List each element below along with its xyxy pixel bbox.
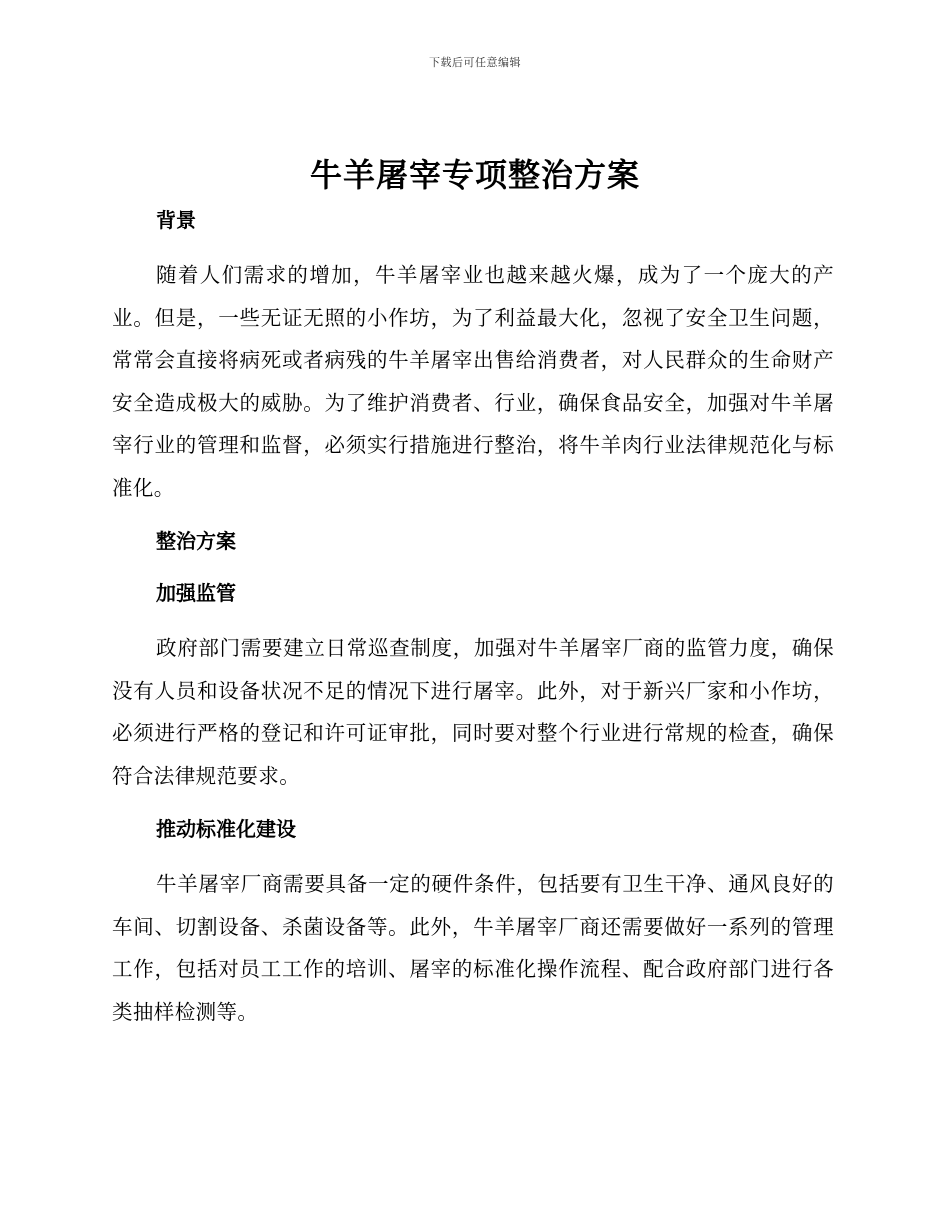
paragraph-standardization: 牛羊屠宰厂商需要具备一定的硬件条件，包括要有卫生干净、通风良好的车间、切割设备、杀菌设备等。此外，牛羊屠宰厂商还需要做好一系列的管理工作，包括对员工工作的培训、屠宰的标准化操作流程、配合政府部门进行各类抽样检测等。 xyxy=(112,872,834,1024)
paragraph-background: 随着人们需求的增加，牛羊屠宰业也越来越火爆，成为了一个庞大的产业。但是，一些无证无照的小作坊，为了利益最大化，忽视了安全卫生问题，常常会直接将病死或者病残的牛羊屠宰出售给消费者，对人民群众的生命财产安全造成极大的威胁。为了维护消费者、行业，确保食品安全，加强对牛羊屠宰行业的管理和监督，必须实行措施进行整治，将牛羊肉行业法律规范化与标准化。 xyxy=(112,263,834,500)
header-note: 下载后可任意编辑 xyxy=(429,56,521,69)
paragraph-supervision: 政府部门需要建立日常巡查制度，加强对牛羊屠宰厂商的监管力度，确保没有人员和设备状况不足的情况下进行屠宰。此外，对于新兴厂家和小作坊，必须进行严格的登记和许可证审批，同时要对整个行业进行常规的检查，确保符合法律规范要求。 xyxy=(112,636,834,788)
section-heading-standardization: 推动标准化建设 xyxy=(156,817,296,841)
document-body xyxy=(112,202,834,1047)
section-heading-background: 背景 xyxy=(156,208,196,232)
section-heading-plan: 整治方案 xyxy=(156,529,236,553)
section-heading-supervision: 加强监管 xyxy=(156,581,236,605)
document-title: 牛羊屠宰专项整治方案 xyxy=(309,156,640,194)
